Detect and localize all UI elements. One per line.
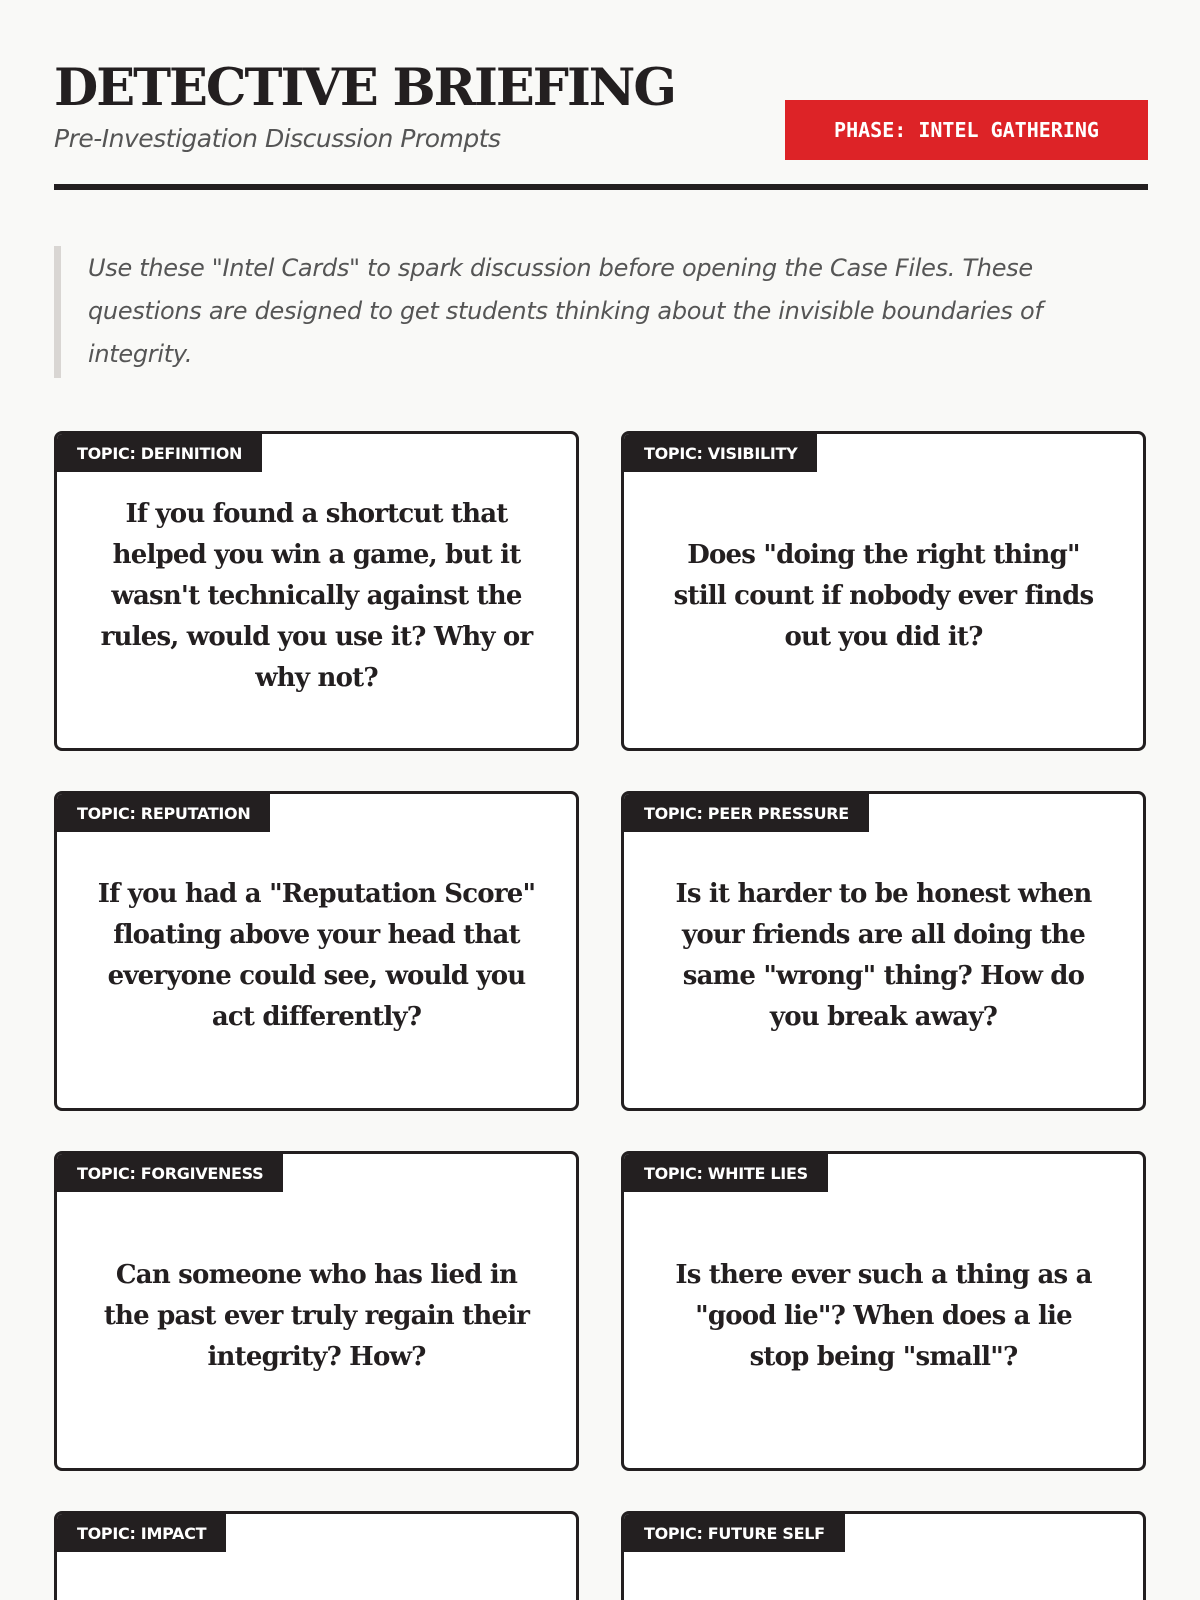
card-question: Is there ever such a thing as a "good lie"? When does a lie stop being "small"? <box>675 1259 1092 1372</box>
card-topic-tag: TOPIC: REPUTATION <box>57 794 270 832</box>
intel-card-forgiveness <box>54 1151 579 1471</box>
card-question: If you found a shortcut that helped you win a game, but it wasn't technically against the rules, would you use it? Why or why not? <box>100 498 533 693</box>
card-topic-tag: TOPIC: WHITE LIES <box>624 1154 828 1192</box>
intro-text: Use these "Intel Cards" to spark discussion before opening the Case Files. These questions are designed to get students thinking about the invisible boundaries of integrity. <box>54 246 1148 378</box>
page-header <box>54 56 1148 190</box>
intel-card-reputation <box>54 791 579 1111</box>
card-question <box>662 1568 1105 1600</box>
phase-badge: PHASE: INTEL GATHERING <box>785 100 1148 160</box>
intel-card-definition <box>54 431 579 751</box>
card-question: If you had a "Reputation Score" floating above your head that everyone could see, would you act differently? <box>97 879 536 1032</box>
intel-card-visibility <box>621 431 1146 751</box>
intel-card-peer-pressure <box>621 791 1146 1111</box>
card-topic-tag: TOPIC: PEER PRESSURE <box>624 794 869 832</box>
intel-card-white-lies <box>621 1151 1146 1471</box>
page-title: DETECTIVE BRIEFING <box>54 58 675 118</box>
card-question: Can someone who has lied in the past ever truly regain their integrity? How? <box>103 1259 530 1372</box>
page-subtitle: Pre-Investigation Discussion Prompts <box>54 124 501 153</box>
intel-card-impact <box>54 1511 579 1600</box>
card-topic-tag: TOPIC: FORGIVENESS <box>57 1154 283 1192</box>
card-question: Is it harder to be honest when your friends are all doing the same "wrong" thing? How do you break away? <box>675 879 1092 1032</box>
card-topic-tag: TOPIC: DEFINITION <box>57 434 262 472</box>
intel-card-future-self <box>621 1511 1146 1600</box>
card-question: Does "doing the right thing" still count if nobody ever finds out you did it? <box>673 539 1094 652</box>
card-topic-tag: TOPIC: FUTURE SELF <box>624 1514 845 1552</box>
card-topic-tag: TOPIC: VISIBILITY <box>624 434 817 472</box>
card-topic-tag: TOPIC: IMPACT <box>57 1514 226 1552</box>
card-question <box>95 1568 538 1600</box>
